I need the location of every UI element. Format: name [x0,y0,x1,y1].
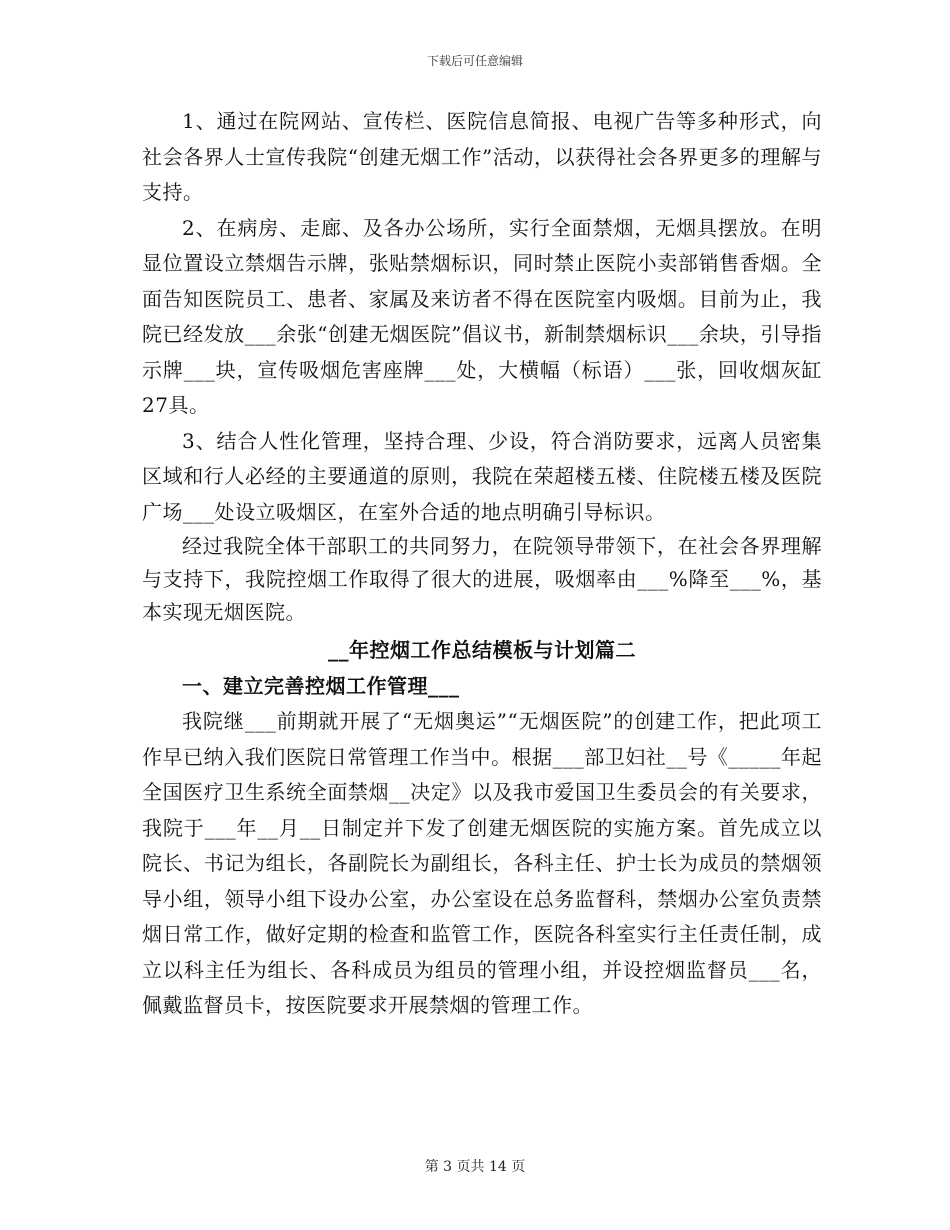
page-header: 下载后可任意编辑 [426,54,523,68]
section-title: __年控烟工作总结模板与计划篇二 [328,638,636,662]
page-footer: 第 3 页共 14 页 [424,1159,526,1175]
paragraph-4: 经过我院全体干部职工的共同努力，在院领导带领下，在社会各界理解与支持下，我院控烟工作取得了很大的进展，吸烟率由___%降至___%，基本实现无烟医院。 [142,534,822,624]
section-heading: 一、建立完善控烟工作管理___ [182,673,460,698]
paragraph-1: 1、通过在院网站、宣传栏、医院信息简报、电视广告等多种形式，向社会各界人士宣传我院“创建无烟工作”活动，以获得社会各界更多的理解与支持。 [142,109,822,204]
paragraph-5: 我院继___前期就开展了“无烟奥运”“无烟医院”的创建工作，把此项工作早已纳入我们医院日常管理工作当中。根据___部卫妇社__号《_____年起全国医疗卫生系统全面禁烟__决定》以及我市爱国卫生委员会的有关要求，我院于___年__月__日制定并下发了创建无烟医院的实施方案。首先成立以院长、书记为组长，各副院长为副组长，各科主任、护士长为成员的禁烟领导小组，领导小组下设办公室，办公室设在总务监督科，禁烟办公室负责禁烟日常工作，做好定期的检查和监管工作，医院各科室实行主任责任制，成立以科主任为组长、各科成员为组员的管理小组，并设控烟监督员___名，佩戴监督员卡，按医院要求开展禁烟的管理工作。 [142,709,822,1017]
document-body [142,104,822,1024]
paragraph-2: 2、在病房、走廊、及各办公场所，实行全面禁烟，无烟具摆放。在明显位置设立禁烟告示牌，张贴禁烟标识，同时禁止医院小卖部销售香烟。全面告知医院员工、患者、家属及来访者不得在医院室内吸烟。目前为止，我院已经发放___余张“创建无烟医院”倡议书，新制禁烟标识___余块，引导指示牌___块，宣传吸烟危害座牌___处，大横幅（标语）___张，回收烟灰缸27具。 [142,215,822,417]
paragraph-3: 3、结合人性化管理，坚持合理、少设，符合消防要求，远离人员密集区域和行人必经的主要通道的原则，我院在荣超楼五楼、住院楼五楼及医院广场___处设立吸烟区，在室外合适的地点明确引导标识。 [142,428,822,524]
